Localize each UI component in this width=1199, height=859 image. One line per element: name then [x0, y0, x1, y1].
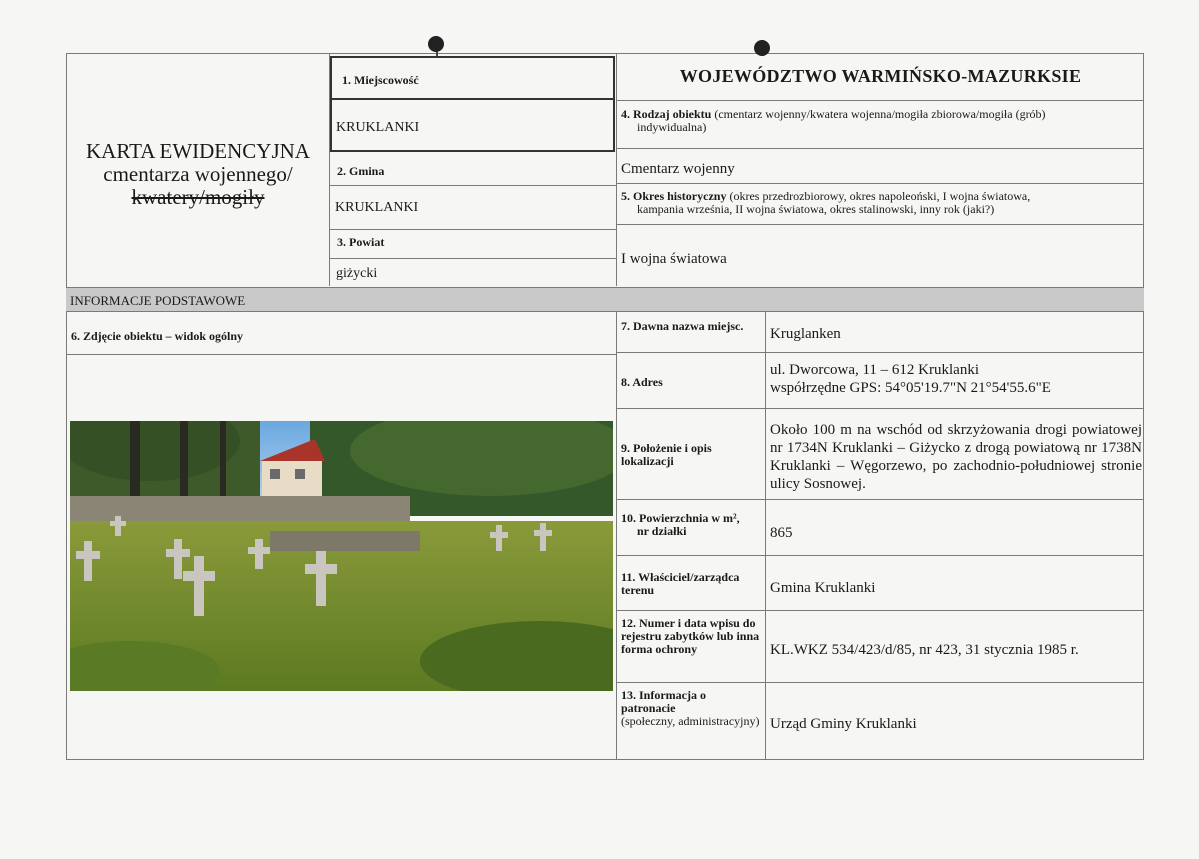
powierzchnia-label: 10. Powierzchnia w m², nr działki [621, 511, 740, 538]
dawna-nazwa-value: Kruglanken [770, 326, 841, 342]
cemetery-photo [70, 421, 613, 691]
wlasciciel-value: Gmina Kruklanki [770, 580, 876, 596]
region-title: WOJEWÓDZTWO WARMIŃSKO-MAZURKSIE [679, 66, 1082, 86]
miejscowosc-label: 1. Miejscowość [342, 73, 419, 87]
patronat-label: 13. Informacja o patronacie (społeczny, administracyjny) [621, 688, 760, 728]
rejestr-label: 12. Numer i data wpisu do rejestru zabytków lub inna forma ochrony [621, 616, 760, 656]
photo-label: 6. Zdjęcie obiektu – widok ogólny [71, 329, 244, 343]
binder-hole-left [428, 36, 444, 52]
okres-label: 5. Okres historyczny (okres przedrozbiorowy, okres napoleoński, I wojna światowa, kampania września, II wojna światowa, okres stalinowski, inny rok (jaki?) [621, 189, 1031, 216]
patronat-value: Urząd Gminy Kruklanki [770, 716, 917, 732]
section-header-label: INFORMACJE PODSTAWOWE [70, 293, 246, 308]
powiat-label: 3. Powiat [337, 235, 385, 249]
miejscowosc-value: KRUKLANKI [336, 120, 420, 135]
binder-hole-right [754, 40, 770, 56]
rodzaj-value: Cmentarz wojenny [621, 161, 735, 177]
polozenie-label: 9. Położenie i opis lokalizacji [621, 441, 712, 468]
card-title-line1: KARTA EWIDENCYJNA [86, 139, 310, 163]
okres-value: I wojna światowa [621, 251, 727, 267]
card-title-line3: kwatery/mogiły [131, 185, 265, 209]
adres-value: ul. Dworcowa, 11 – 612 Kruklanki współrzędne GPS: 54°05'19.7"N 21°54'55.6"E [770, 362, 1051, 396]
section-header [66, 287, 1144, 312]
card-title [68, 140, 328, 209]
rejestr-value: KL.WKZ 534/423/d/85, nr 423, 31 stycznia 1985 r. [770, 642, 1079, 658]
wlasciciel-label: 11. Właściciel/zarządca terenu [621, 570, 740, 597]
gmina-label: 2. Gmina [337, 164, 385, 178]
card-title-line2: cmentarza wojennego/ [103, 162, 293, 186]
powiat-value: giżycki [336, 266, 378, 281]
gmina-value: KRUKLANKI [335, 200, 419, 215]
powierzchnia-value: 865 [770, 525, 793, 541]
polozenie-value: Około 100 m na wschód od skrzyżowania drogi powiatowej nr 1734N Kruklanki – Giżycko z drogą powiatową nr 1738N Kruklanki – Węgorzewo, po zachodnio-południowej stronie ulicy Sosnowej. [770, 422, 1142, 492]
dawna-nazwa-label: 7. Dawna nazwa miejsc. [621, 319, 744, 333]
adres-label: 8. Adres [621, 375, 663, 389]
photo-stone-enclosure [270, 531, 420, 551]
rodzaj-label: 4. Rodzaj obiektu (cmentarz wojenny/kwatera wojenna/mogiła zbiorowa/mogiła (grób) indywidualna) [621, 107, 1046, 134]
